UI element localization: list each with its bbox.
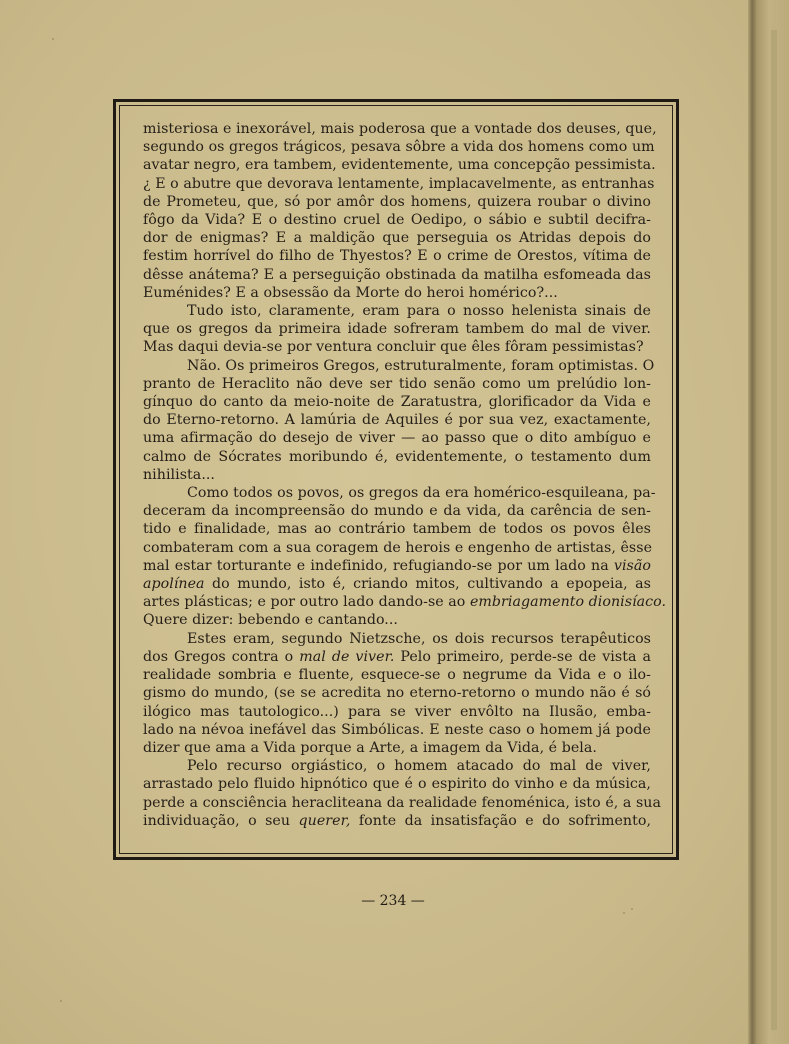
paragraph-5 (143, 630, 651, 757)
italic-text: querer, (298, 812, 351, 829)
text-segment: do mundo, isto é, criando mitos, cultivando a epopeia, as (212, 576, 651, 593)
text-segment: dos Gregos contra o (143, 648, 294, 665)
text-line: de Prometeu, que, só por amôr dos homens, quizera roubar o divino (143, 193, 651, 210)
text-line: misteriosa e inexorável, mais poderosa que a vontade dos deuses, que, (143, 121, 657, 137)
book-spine-shadow (748, 0, 756, 1044)
text-line: uma afirmação do desejo de viver — ao passo que o dito ambíguo e (143, 430, 651, 447)
text-line: avatar negro, era tambem, evidentemente, uma concepção pessimista. (143, 157, 656, 174)
text-line: Não. Os primeiros Gregos, estruturalmente, foram optimistas. O (187, 357, 655, 374)
paper-speck (631, 908, 633, 910)
text-line: ¿ E o abutre que devorava lentamente, implacavelmente, as entranhas (143, 175, 655, 192)
text-line: do Eterno-retorno. A lamúria de Aquiles é por sua vez, exactamente, (143, 412, 651, 429)
italic-text: embriagamento dionisíaco. (469, 594, 667, 611)
text-line: deceram da incompreensão do mundo e da vida, da carência de sen- (143, 503, 651, 520)
text-segment: fonte da insatisfação e do sofrimento, (358, 812, 652, 829)
text-line: realidade sombria e fluente, esquece-se o negrume da Vida e o ilo- (143, 667, 651, 684)
text-line: Quere dizer: bebendo e cantando... (143, 612, 398, 629)
paragraph-2 (143, 302, 651, 357)
text-line: pranto de Heraclito não deve ser tido senão como um prelúdio lon- (143, 375, 651, 392)
text-segment: individuação, o seu (143, 812, 291, 829)
paper-speck (623, 912, 625, 914)
text-line: dor de enigmas? E a maldição que perseguia os Atridas depois do (143, 230, 651, 247)
text-line: dizer que ama a Vida porque a Arte, a imagem da Vida, é bela. (143, 739, 597, 756)
text-line-with-italic (143, 648, 651, 666)
text-line: arrastado pelo fluido hipnótico que é o espirito do vinho e da música, (143, 776, 651, 793)
text-line: gínquo do canto da meio-noite de Zaratustra, glorificador da Vida e (143, 394, 651, 411)
text-line: que os gregos da primeira idade sofreram tambem do mal de viver. (143, 321, 651, 338)
italic-text: apolínea (143, 576, 205, 593)
text-segment: artes plásticas; e por outro lado dando-se ao (143, 594, 466, 611)
text-line: calmo de Sócrates moribundo é, evidentemente, o testamento dum (143, 448, 651, 465)
text-line-with-italic (143, 593, 667, 611)
text-line: Tudo isto, claramente, eram para o nosso helenista sinais de (187, 303, 651, 320)
text-line-with-italic (143, 575, 651, 593)
italic-text: mal de viver. (299, 648, 395, 665)
text-line: dêsse anátema? E a perseguição obstinada da matilha esfomeada das (143, 266, 651, 283)
text-line: Estes eram, segundo Nietzsche, os dois recursos terapêuticos (187, 630, 651, 647)
italic-text: visão (613, 557, 651, 574)
text-line: nihilista... (143, 466, 215, 483)
text-line: ilógico mas tautologico...) para se viver envôlto na Ilusão, emba- (143, 703, 651, 720)
text-line: lado na névoa inefável das Simbólicas. E neste caso o homem já pode (143, 721, 651, 738)
text-line: perde a consciência heracliteana da realidade fenoménica, isto é, a sua (143, 794, 661, 811)
text-line: Mas daqui devia-se por ventura concluir que êles fôram pessimistas? (143, 339, 644, 356)
paragraph-4 (143, 484, 667, 630)
text-line-with-italic (143, 812, 651, 830)
text-line: Como todos os povos, os gregos da era homérico-esquileana, pa- (187, 485, 656, 502)
next-page-strip (771, 30, 777, 1030)
text-line: festim horrível do filho de Thyestos? E o crime de Orestos, vítima de (143, 248, 651, 265)
text-line: fôgo da Vida? E o destino cruel de Oedipo, o sábio e subtil decifra- (143, 212, 651, 229)
text-segment: mal estar torturante e indefinido, refugiando-se por um lado na (143, 557, 609, 574)
paper-speck (52, 38, 54, 40)
text-line: Pelo recurso orgiástico, o homem atacado do mal de viver, (187, 758, 651, 775)
paper-speck (60, 1000, 62, 1002)
page-number: — 234 — (361, 893, 425, 909)
paragraph-3 (143, 357, 655, 484)
paragraph-6 (143, 757, 661, 830)
text-line: tido e finalidade, mas ao contrário tambem de todos os povos êles (143, 521, 651, 538)
text-line-with-italic (143, 557, 651, 575)
text-line: Euménides? E a obsessão da Morte do heroi homérico?... (143, 284, 558, 301)
text-line: combateram com a sua coragem de herois e engenho de artistas, êsse (143, 539, 653, 556)
text-line: gismo do mundo, (se se acredita no eterno-retorno o mundo não é só (143, 685, 651, 702)
text-segment: Pelo primeiro, perde-se de vista a (400, 648, 651, 665)
paragraph-1 (143, 120, 657, 302)
body-text (143, 120, 667, 842)
text-line: segundo os gregos trágicos, pesava sôbre a vida dos homens como um (143, 139, 655, 156)
